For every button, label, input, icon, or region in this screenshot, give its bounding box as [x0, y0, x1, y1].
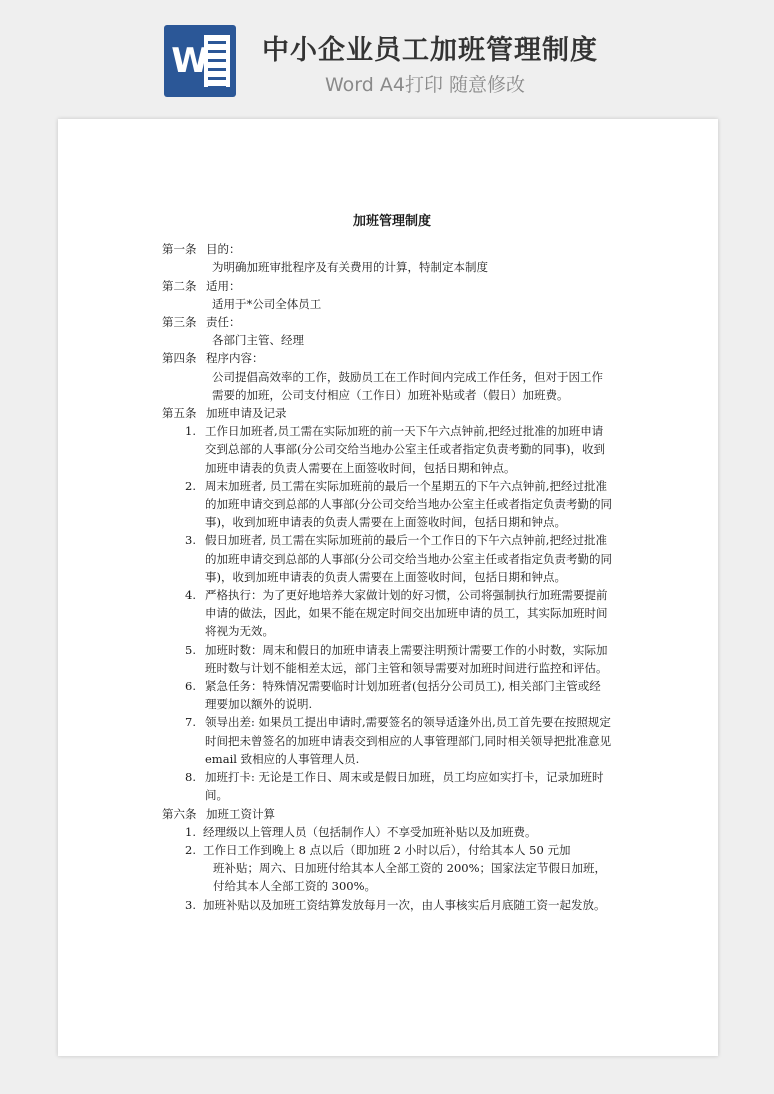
list-text: 工作日加班者,员工需在实际加班的前一天下午六点钟前,把经过批准的加班申请交到总部的人事部(分公司交给当地办公室主任或者指定负责考勤的同事)，收到加班申请表的负责人需要在上面签收时间，包括日期和钟点。: [205, 424, 605, 475]
banner-title: 中小企业员工加班管理制度: [262, 35, 598, 66]
list-item: [162, 641, 612, 677]
list-item: [162, 677, 612, 713]
list-number: 4.: [185, 588, 196, 603]
article-body: 各部门主管、经理: [212, 333, 304, 348]
list-number: 1.: [185, 824, 196, 839]
list-item: [162, 422, 612, 477]
list-item: [162, 823, 612, 841]
word-icon-letter: W: [171, 41, 209, 81]
list-text: 经理级以上管理人员（包括制作人）不享受加班补贴以及加班费。: [203, 824, 537, 839]
list-number: 5.: [185, 642, 196, 657]
list-number: 2.: [185, 478, 196, 493]
list-text: 工作日工作到晚上 8 点以后（即加班 2 小时以后），付给其本人 50 元加: [203, 842, 571, 857]
article-2: [162, 277, 612, 313]
list-text: 假日加班者, 员工需在实际加班前的最后一个工作日的下午六点钟前,把经过批准的加班申请交到总部的人事部(分公司交给当地办公室主任或者指定负责考勤的同事)，收到加班申请表的负责人需要在上面签收时间，包括日期和钟点。: [205, 533, 612, 584]
article-heading: 加班工资计算: [206, 806, 275, 821]
list-number: 2.: [185, 842, 196, 857]
list-item: [162, 531, 612, 586]
article-body: 适用于*公司全体员工: [212, 296, 322, 311]
article-number: 第五条: [162, 406, 197, 421]
article-heading: 责任：: [206, 315, 241, 330]
article-number: 第三条: [162, 315, 197, 330]
document-body: [162, 213, 612, 914]
list-item: [162, 477, 612, 532]
article-body: 为明确加班审批程序及有关费用的计算，特制定本制度: [212, 260, 488, 275]
document-page: [58, 119, 718, 1056]
list-text: 周末加班者, 员工需在实际加班前的最后一个星期五的下午六点钟前,把经过批准的加班申请交到总部的人事部(分公司交给当地办公室主任或者指定负责考勤的同事)，收到加班申请表的负责人需要在上面签收时间，包括日期和钟点。: [205, 478, 612, 530]
list-item: [162, 896, 612, 914]
list-number: 3.: [185, 897, 196, 912]
list-number: 3.: [185, 533, 196, 548]
list-item: [162, 768, 612, 804]
article-number: 第四条: [162, 351, 197, 366]
document-banner: [0, 0, 774, 118]
article-1: [162, 240, 612, 276]
document-title: 加班管理制度: [352, 214, 431, 229]
article-5-list: [162, 422, 612, 804]
list-text: 加班时数：周末和假日的加班申请表上需要注明预计需要工作的小时数，实际加班时数与计划不能相差太远，部门主管和领导需要对加班时间进行监控和评估。: [205, 642, 608, 675]
article-heading: 适用：: [206, 278, 241, 293]
list-item: [162, 841, 612, 896]
list-text: 严格执行：为了更好地培养大家做计划的好习惯，公司将强制执行加班需要提前申请的做法，因此，如果不能在规定时间交出加班申请的员工，其实际加班时间将视为无效。: [205, 588, 608, 639]
list-text: 领导出差: 如果员工提出申请时,需要签名的领导适逢外出,员工首先要在按照规定时间把未曾签名的加班申请表交到相应的人事管理部门,同时相关领导把批准意见 email 致相应的人事管理人员.: [205, 715, 612, 766]
article-5: [162, 404, 612, 804]
list-number: 6.: [185, 679, 196, 694]
article-4: [162, 349, 612, 404]
list-text-continued: 班补贴；周六、日加班付给其本人全部工资的 200%；国家法定节假日加班，付给其本人全部工资的 300%。: [213, 861, 607, 894]
banner-subtitle: Word A4打印 随意修改: [325, 74, 526, 96]
article-6: [162, 805, 612, 914]
list-item: [162, 713, 612, 768]
list-number: 1.: [185, 424, 196, 439]
list-text: 加班打卡: 无论是工作日、周末或是假日加班，员工均应如实打卡，记录加班时间。: [205, 770, 604, 803]
list-number: 8.: [185, 770, 196, 785]
list-item: [162, 586, 612, 641]
list-text: 加班补贴以及加班工资结算发放每月一次，由人事核实后月底随工资一起发放。: [203, 897, 606, 912]
article-heading: 程序内容：: [206, 351, 264, 366]
article-number: 第二条: [162, 278, 197, 293]
article-3: [162, 313, 612, 349]
article-heading: 加班申请及记录: [206, 406, 287, 421]
list-number: 7.: [185, 715, 196, 730]
article-number: 第六条: [162, 806, 197, 821]
word-doc-icon: [164, 25, 236, 97]
article-body: 公司提倡高效率的工作，鼓励员工在工作时间内完成工作任务，但对于因工作需要的加班，公司支付相应（工作日）加班补贴或者（假日）加班费。: [212, 369, 603, 402]
list-text: 紧急任务：特殊情况需要临时计划加班者(包括分公司员工), 相关部门主管或经理要加以额外的说明.: [205, 679, 601, 712]
article-6-list: [162, 823, 612, 914]
article-heading: 目的：: [206, 242, 241, 257]
article-number: 第一条: [162, 242, 197, 257]
